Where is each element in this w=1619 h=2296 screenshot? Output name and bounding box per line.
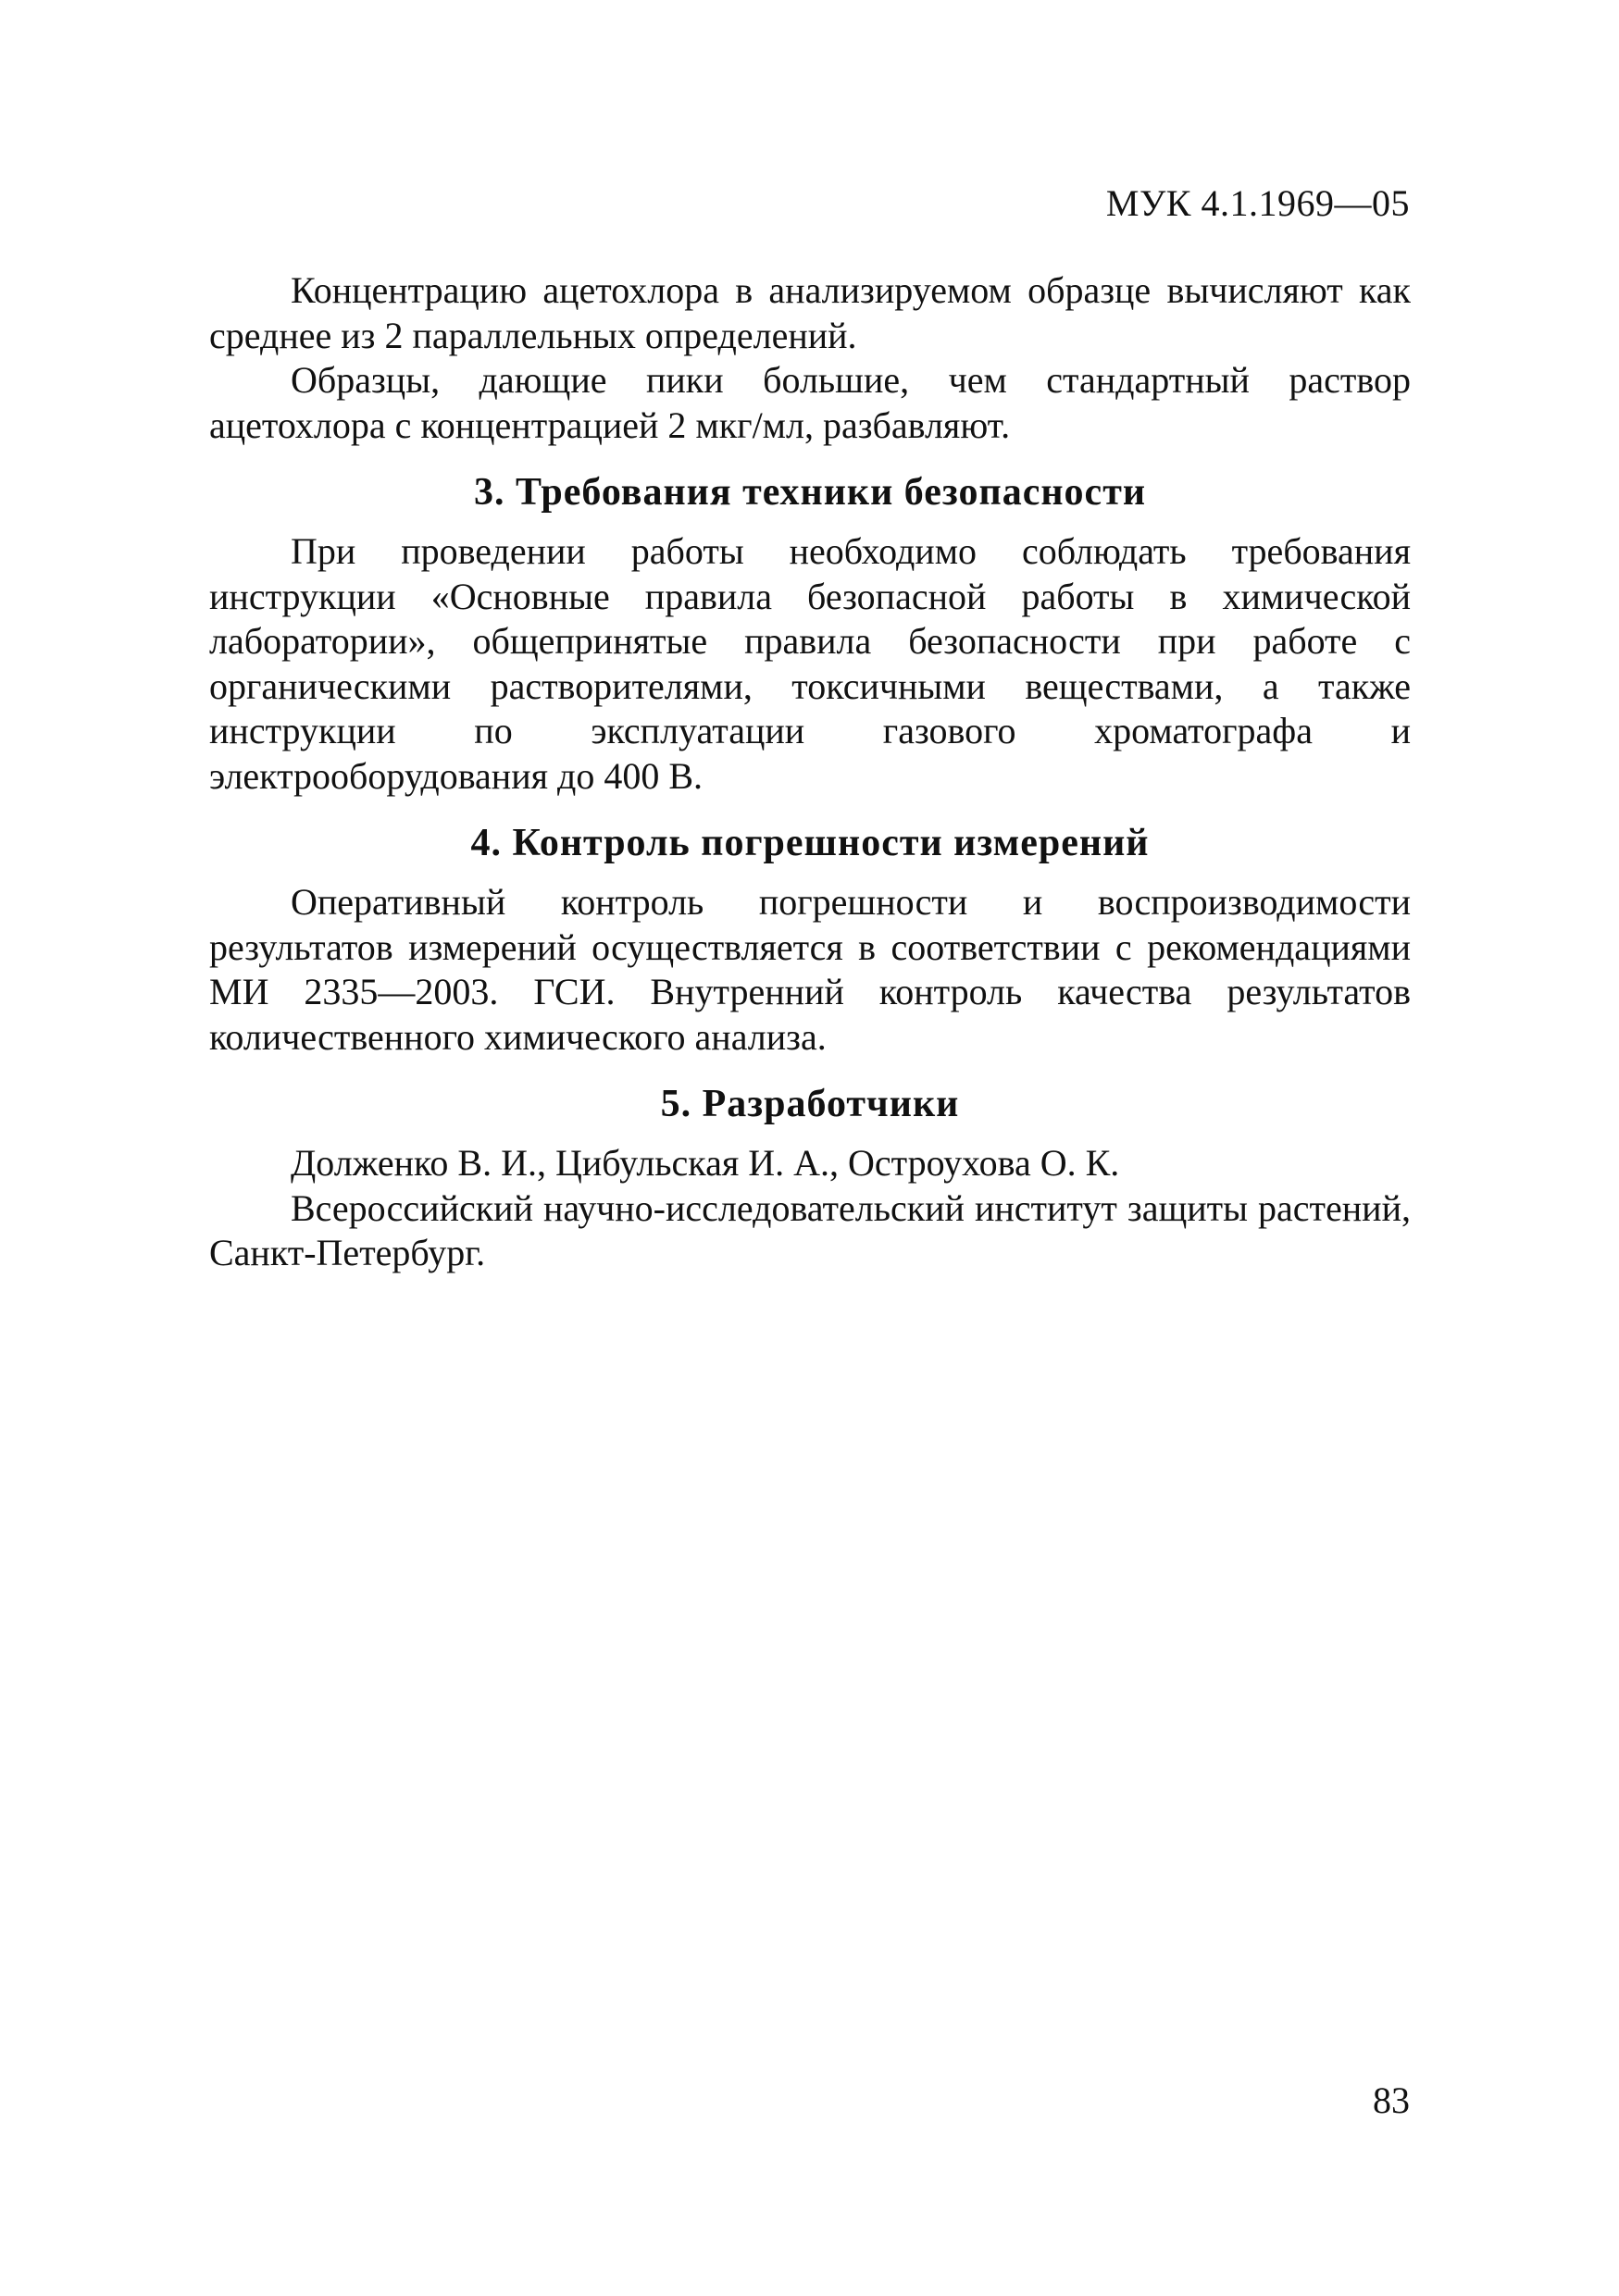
paragraph-concentration: Концентрацию ацетохлора в анализируемом образце вычисляют как среднее из 2 параллельных определений. xyxy=(209,269,1411,356)
page-number: 83 xyxy=(1373,2079,1410,2121)
section-title-error-control: 4. Контроль погрешности измерений xyxy=(470,822,1150,864)
paragraph-developers-names: Долженко В. И., Цибульская И. А., Остроухова О. К. xyxy=(291,1142,1120,1184)
page-content xyxy=(209,268,1411,1276)
paragraph-dilution: Образцы, дающие пики большие, чем стандартный раствор ацетохлора с концентрацией 2 мкг/мл, разбавляют. xyxy=(209,359,1411,446)
section-title-developers: 5. Разработчики xyxy=(660,1083,960,1125)
running-header-doc-code: МУК 4.1.1969—05 xyxy=(1105,182,1410,224)
paragraph-safety: При проведении работы необходимо соблюдать требования инструкции «Основные правила безопасной работы в химической лаборатории», общепринятые правила безопасности при работе с органическими растворителями, токсичными веществами, а также инструкции по эксплуатации газового хроматографа и электрооборудования до 400 В. xyxy=(209,530,1411,797)
paragraph-developers-institute: Всероссийский научно-исследовательский институт защиты растений, Санкт-Петербург. xyxy=(209,1186,1411,1273)
paragraph-error-control: Оперативный контроль погрешности и воспроизводимости результатов измерений осуществляется в соответствии с рекомендациями МИ 2335—2003. ГСИ. Внутренний контроль качества результатов количественного химического анализа. xyxy=(209,881,1411,1058)
section-title-safety: 3. Требования техники безопасности xyxy=(473,471,1147,514)
